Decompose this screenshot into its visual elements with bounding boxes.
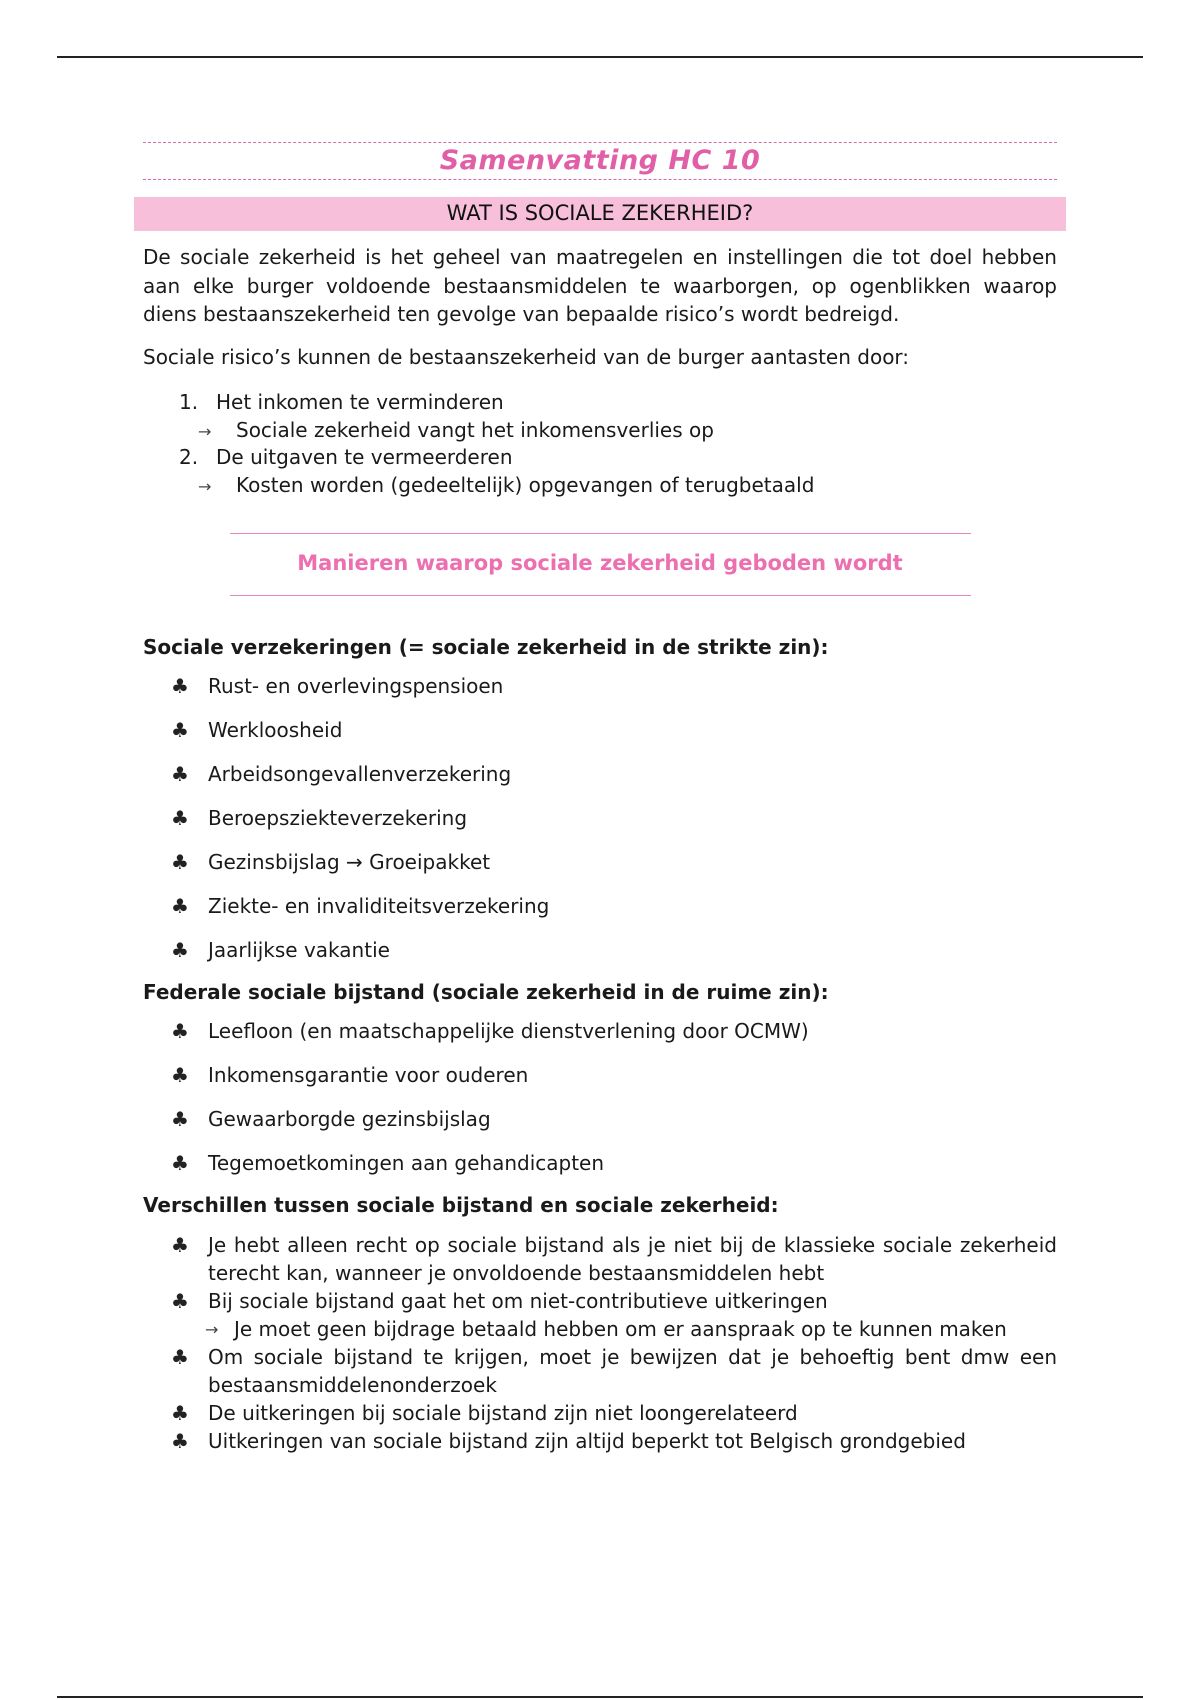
club-icon: ♣ <box>171 1107 189 1131</box>
list-item <box>143 672 1057 700</box>
list-item-text: Leefloon (en maatschappelijke dienstverlening door OCMW) <box>208 1019 809 1043</box>
list-item <box>143 1399 1057 1427</box>
subheading: Manieren waarop sociale zekerheid geboden wordt <box>297 551 903 575</box>
list-item-text: Beroepsziekteverzekering <box>208 806 468 830</box>
club-icon: ♣ <box>171 674 189 698</box>
list-item <box>143 848 1057 876</box>
club-icon: ♣ <box>171 1019 189 1043</box>
list-item-text: Uitkeringen van sociale bijstand zijn altijd beperkt tot Belgisch grondgebied <box>208 1429 966 1453</box>
list-item-text: Tegemoetkomingen aan gehandicapten <box>208 1151 605 1175</box>
list-item <box>143 1287 1057 1343</box>
list-item <box>143 892 1057 920</box>
club-icon: ♣ <box>171 762 189 786</box>
list-item-text: De uitgaven te vermeerderen <box>216 445 513 469</box>
list-item <box>143 1105 1057 1133</box>
list-item <box>143 1149 1057 1177</box>
arrow-icon: → <box>198 421 212 441</box>
list-item <box>143 716 1057 744</box>
list-item-text: Het inkomen te verminderen <box>216 390 504 414</box>
list-item <box>143 1231 1057 1287</box>
intro-paragraph: De sociale zekerheid is het geheel van maatregelen en instellingen die tot doel hebben aan elke burger voldoende bestaansmiddelen te waarborgen, op ogenblikken waarop diens bestaanszekerheid ten gevolge van bepaalde risico’s wordt bedreigd. <box>143 245 1057 326</box>
list-item-text: Bij sociale bijstand gaat het om niet-contributieve uitkeringen <box>208 1289 828 1313</box>
list-item-text: Gewaarborgde gezinsbijslag <box>208 1107 491 1131</box>
bullet-list <box>143 1231 1057 1455</box>
group-heading: Verschillen tussen sociale bijstand en sociale zekerheid: <box>143 1193 779 1217</box>
club-icon: ♣ <box>171 806 189 830</box>
arrow-icon: → <box>205 1320 219 1339</box>
club-icon: ♣ <box>171 1233 189 1257</box>
page-bottom-rule <box>57 1696 1143 1698</box>
list-subitem <box>143 472 1057 500</box>
club-icon: ♣ <box>171 1345 189 1369</box>
list-item-text: Om sociale bijstand te krijgen, moet je bewijzen dat je behoeftig bent dmw een bestaansmiddelenonderzoek <box>208 1345 1057 1397</box>
club-icon: ♣ <box>171 1289 189 1313</box>
list-item <box>143 1017 1057 1045</box>
list-item-text: Werkloosheid <box>208 718 343 742</box>
section-heading: WAT IS SOCIALE ZEKERHEID? <box>134 197 1066 231</box>
club-icon: ♣ <box>171 850 189 874</box>
club-icon: ♣ <box>171 718 189 742</box>
list-item <box>143 444 1057 472</box>
title-block <box>143 142 1057 180</box>
arrow-icon: → <box>198 476 212 496</box>
list-number: 2. <box>179 445 199 469</box>
group-heading: Sociale verzekeringen (= sociale zekerheid in de strikte zin): <box>143 635 829 659</box>
list-item <box>143 936 1057 964</box>
club-icon: ♣ <box>171 1401 189 1425</box>
risks-intro: Sociale risico’s kunnen de bestaanszekerheid van de burger aantasten door: <box>143 344 910 369</box>
document-body <box>143 142 1057 1455</box>
bullet-list <box>143 1017 1057 1177</box>
list-item-text: Je hebt alleen recht op sociale bijstand als je niet bij de klassieke sociale zekerheid terecht kan, wanneer je onvoldoende bestaansmiddelen hebt <box>208 1233 1057 1285</box>
list-item-text: Inkomensgarantie voor ouderen <box>208 1063 529 1087</box>
list-subitem-text: Sociale zekerheid vangt het inkomensverlies op <box>236 417 714 442</box>
bullet-list <box>143 672 1057 964</box>
list-item <box>143 1427 1057 1455</box>
list-subitem-text: Kosten worden (gedeeltelijk) opgevangen of terugbetaald <box>236 472 815 497</box>
list-item <box>143 804 1057 832</box>
list-item <box>143 389 1057 417</box>
list-item-text: De uitkeringen bij sociale bijstand zijn niet loongerelateerd <box>208 1401 798 1425</box>
club-icon: ♣ <box>171 1429 189 1453</box>
list-item <box>143 760 1057 788</box>
club-icon: ♣ <box>171 894 189 918</box>
list-item <box>143 1343 1057 1399</box>
document-title: Samenvatting HC 10 <box>439 145 761 176</box>
list-subitem-text: Je moet geen bijdrage betaald hebben om er aanspraak op te kunnen maken <box>234 1317 1007 1341</box>
list-item-text: Gezinsbijslag → Groeipakket <box>208 850 491 874</box>
list-number: 1. <box>179 390 199 414</box>
page-top-rule <box>57 56 1143 58</box>
list-item-text: Arbeidsongevallenverzekering <box>208 762 512 786</box>
list-item <box>143 1061 1057 1089</box>
club-icon: ♣ <box>171 1063 189 1087</box>
club-icon: ♣ <box>171 1151 189 1175</box>
numbered-list <box>143 389 1057 499</box>
list-item-text: Jaarlijkse vakantie <box>208 938 390 962</box>
list-subitem <box>143 417 1057 445</box>
list-subitem <box>205 1315 1057 1343</box>
list-item-text: Ziekte- en invaliditeitsverzekering <box>208 894 550 918</box>
list-item-text: Rust- en overlevingspensioen <box>208 674 504 698</box>
subheading-block <box>230 533 971 596</box>
club-icon: ♣ <box>171 938 189 962</box>
group-heading: Federale sociale bijstand (sociale zekerheid in de ruime zin): <box>143 980 829 1004</box>
